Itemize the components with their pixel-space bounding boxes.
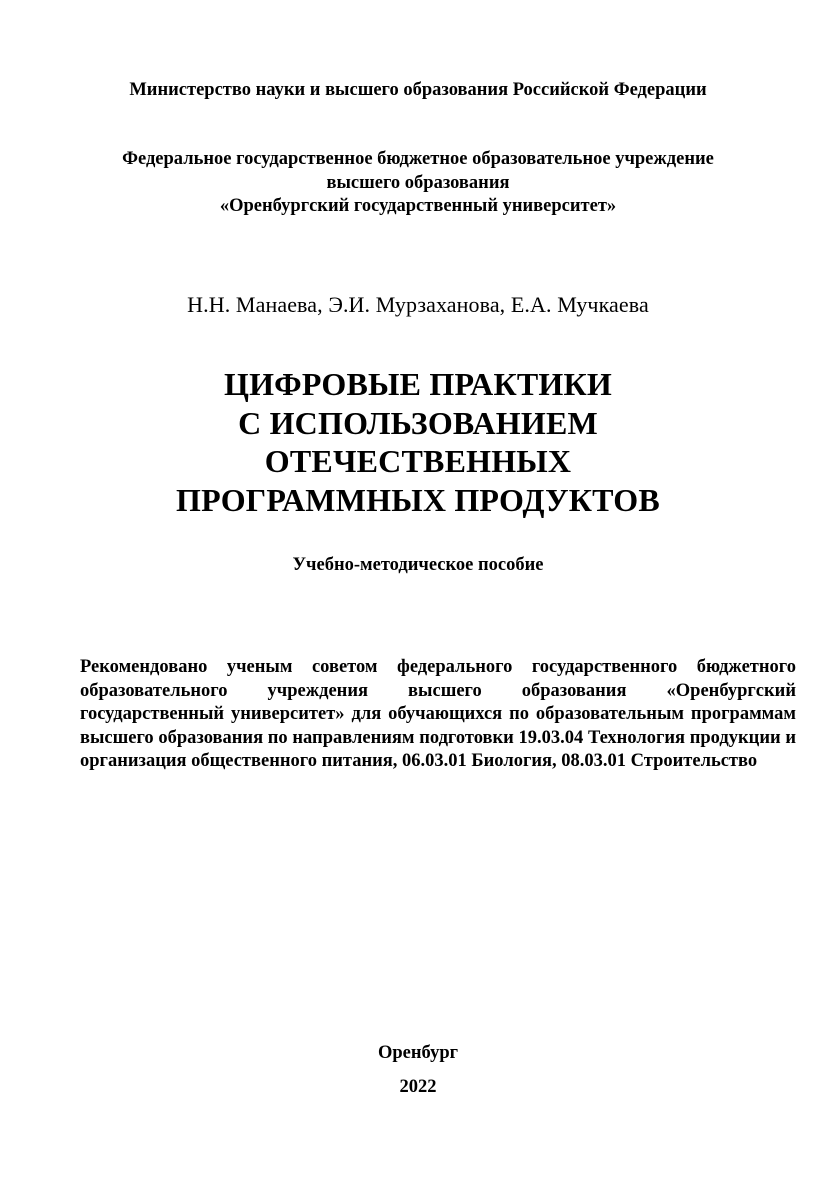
document-subtitle: Учебно-методическое пособие — [292, 555, 544, 575]
title-line-3: ОТЕЧЕСТВЕННЫХ — [264, 443, 572, 479]
institution-line-2: высшего образования — [326, 172, 510, 193]
ministry-header: Министерство науки и высшего образования Российской Федерации — [129, 80, 707, 100]
recommendation-line-5: организация общественного питания, 06.03.01 Биология, 08.03.01 Строительство — [80, 751, 758, 771]
institution-block — [0, 148, 836, 219]
recommendation-paragraph — [80, 656, 796, 774]
recommendation-line-2: образовательного учреждения высшего образования «Оренбургский — [80, 680, 796, 701]
publication-year: 2022 — [399, 1077, 437, 1097]
recommendation-line-4: высшего образования по направлениям подготовки 19.03.04 Технология продукции и — [80, 727, 796, 748]
authors: Н.Н. Манаева, Э.И. Мурзаханова, Е.А. Мучкаева — [187, 292, 649, 317]
title-line-1: ЦИФРОВЫЕ ПРАКТИКИ — [223, 366, 612, 402]
document-title — [0, 365, 836, 519]
publication-city: Оренбург — [377, 1043, 459, 1063]
institution-line-1: Федеральное государственное бюджетное образовательное учреждение — [122, 149, 714, 169]
title-line-4: ПРОГРАММНЫХ ПРОДУКТОВ — [176, 481, 660, 518]
institution-line-3: «Оренбургский государственный университет» — [219, 196, 617, 216]
recommendation-line-3: государственный университет» для обучающихся по образовательным программам — [80, 704, 796, 724]
recommendation-line-1: Рекомендовано ученым советом федерального государственного бюджетного — [80, 657, 796, 677]
title-line-2: С ИСПОЛЬЗОВАНИЕМ — [238, 404, 598, 441]
